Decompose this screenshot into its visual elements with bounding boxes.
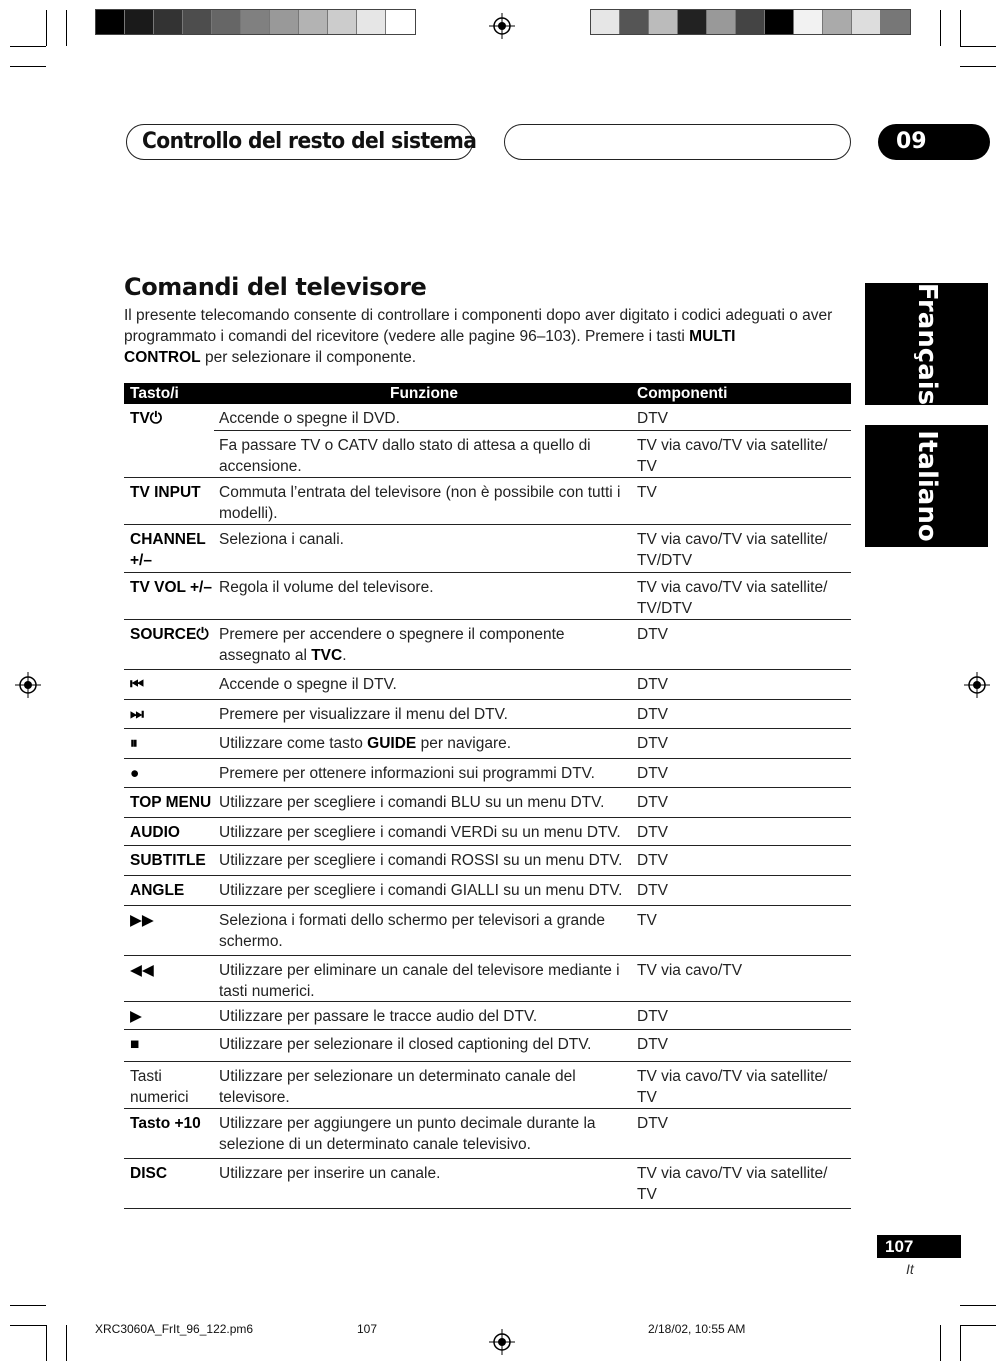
key-cell: TV INPUT bbox=[130, 484, 201, 501]
function-cell: Utilizzare per inserire un canale. bbox=[219, 1165, 441, 1182]
table-header bbox=[124, 383, 851, 404]
color-swatch bbox=[649, 10, 678, 34]
footer-page: 107 bbox=[357, 1322, 378, 1336]
intro-paragraph: Il presente telecomando consente di controllare i componenti dopo aver digitato i codici adeguati o aver programmato i comandi del ricevitore (vedere alle pagine 96–103). Premere i tasti MULTI CONTROL per selezionare il componente. bbox=[124, 307, 833, 366]
color-swatch bbox=[270, 10, 299, 34]
key-cell: ⏭ bbox=[130, 706, 144, 723]
function-cell: Utilizzare per scegliere i comandi BLU su un menu DTV. bbox=[219, 794, 605, 811]
language-tab-italian bbox=[865, 425, 988, 547]
table-row bbox=[124, 788, 851, 818]
components-cell: DTV bbox=[637, 852, 668, 869]
function-cell: Accende o spegne il DTV. bbox=[219, 676, 397, 693]
components-cell: TV via cavo/TV via satellite/ TV bbox=[637, 1068, 828, 1106]
registration-mark-icon bbox=[489, 1329, 515, 1355]
function-cell: Premere per ottenere informazioni sui programmi DTV. bbox=[219, 765, 595, 782]
color-swatch bbox=[736, 10, 765, 34]
function-cell: Premere per visualizzare il menu del DTV. bbox=[219, 706, 508, 723]
key-cell: AUDIO bbox=[130, 824, 180, 841]
footer-date: 2/18/02, 10:55 AM bbox=[648, 1322, 746, 1336]
footer-filename: XRC3060A_FrIt_96_122.pm6 bbox=[95, 1322, 254, 1336]
function-cell: Utilizzare per scegliere i comandi ROSSI su un menu DTV. bbox=[219, 852, 623, 869]
color-swatch bbox=[96, 10, 125, 34]
color-swatch bbox=[678, 10, 707, 34]
function-cell: Seleziona i formati dello schermo per televisori a grande schermo. bbox=[219, 912, 605, 950]
components-cell: DTV bbox=[637, 824, 668, 841]
key-cell: ▶ bbox=[130, 1008, 142, 1025]
color-swatch bbox=[852, 10, 881, 34]
table-row bbox=[124, 404, 851, 431]
table-row bbox=[124, 620, 851, 670]
color-swatch bbox=[823, 10, 852, 34]
key-cell: Tasto +10 bbox=[130, 1115, 201, 1132]
components-cell: DTV bbox=[637, 626, 668, 643]
components-cell: DTV bbox=[637, 765, 668, 782]
column-header-function: Funzione bbox=[390, 385, 459, 402]
color-swatch bbox=[183, 10, 212, 34]
key-cell: TV VOL +/– bbox=[130, 579, 212, 596]
key-cell: CHANNEL +/– bbox=[130, 531, 206, 569]
registration-mark-icon bbox=[964, 672, 990, 698]
key-cell: ● bbox=[130, 765, 140, 782]
table-row bbox=[124, 729, 851, 759]
function-cell: Seleziona i canali. bbox=[219, 531, 344, 548]
language-tab-label: Français bbox=[911, 282, 942, 406]
color-swatch bbox=[241, 10, 270, 34]
column-header-components: Componenti bbox=[637, 385, 728, 402]
registration-mark-icon bbox=[15, 672, 41, 698]
tv-commands-table bbox=[124, 383, 851, 1209]
table-body bbox=[124, 404, 851, 1209]
color-swatch bbox=[299, 10, 328, 34]
color-swatch bbox=[212, 10, 241, 34]
components-cell: DTV bbox=[637, 706, 668, 723]
key-cell: ◀◀ bbox=[130, 962, 154, 979]
column-header-key: Tasto/i bbox=[130, 385, 179, 402]
function-cell: Utilizzare per selezionare un determinato canale del televisore. bbox=[219, 1068, 576, 1106]
color-swatch bbox=[794, 10, 823, 34]
empty-header-pill bbox=[504, 124, 851, 160]
registration-mark-icon bbox=[489, 13, 515, 39]
components-cell: TV bbox=[637, 484, 657, 501]
key-cell: ANGLE bbox=[130, 882, 185, 899]
color-swatch bbox=[125, 10, 154, 34]
color-swatch bbox=[357, 10, 386, 34]
function-cell: Commuta l’entrata del televisore (non è possibile con tutti i modelli). bbox=[219, 484, 621, 522]
components-cell: TV via cavo/TV bbox=[637, 962, 743, 979]
table-row bbox=[124, 525, 851, 573]
table-row bbox=[124, 1002, 851, 1030]
function-cell: Utilizzare come tasto GUIDE per navigare. bbox=[219, 735, 512, 752]
function-cell: Regola il volume del televisore. bbox=[219, 579, 434, 596]
key-cell: TV⏻ bbox=[130, 410, 163, 427]
table-row bbox=[124, 1159, 851, 1209]
color-swatch bbox=[881, 10, 910, 34]
components-cell: DTV bbox=[637, 882, 668, 899]
function-cell: Accende o spegne il DVD. bbox=[219, 410, 400, 427]
table-row bbox=[124, 846, 851, 876]
color-swatch bbox=[591, 10, 620, 34]
components-cell: TV via cavo/TV via satellite/ TV bbox=[637, 1165, 828, 1203]
function-cell: Utilizzare per scegliere i comandi GIALLI su un menu DTV. bbox=[219, 882, 623, 899]
components-cell: DTV bbox=[637, 676, 668, 693]
color-swatch bbox=[620, 10, 649, 34]
color-calibration-bar-left bbox=[95, 9, 416, 35]
color-swatch bbox=[328, 10, 357, 34]
language-tab-french bbox=[865, 283, 988, 405]
chapter-number: 09 bbox=[878, 124, 990, 160]
section-title: Controllo del resto del sistema bbox=[142, 129, 477, 154]
table-row bbox=[124, 700, 851, 729]
key-cell: ■ bbox=[130, 1036, 140, 1053]
components-cell: DTV bbox=[637, 1115, 668, 1132]
color-swatch bbox=[154, 10, 183, 34]
function-cell: Utilizzare per scegliere i comandi VERDi su un menu DTV. bbox=[219, 824, 621, 841]
key-cell: ▶▶ bbox=[130, 912, 154, 929]
table-row bbox=[124, 906, 851, 956]
components-cell: DTV bbox=[637, 1008, 668, 1025]
key-cell: DISC bbox=[130, 1165, 168, 1182]
table-row bbox=[124, 759, 851, 788]
page-heading: Comandi del televisore bbox=[124, 273, 427, 301]
function-cell: Utilizzare per aggiungere un punto decimale durante la selezione di un determinato canale televisivo. bbox=[219, 1115, 596, 1153]
function-cell: Fa passare TV o CATV dallo stato di attesa a quello di accensione. bbox=[219, 437, 591, 475]
table-row bbox=[124, 1109, 851, 1159]
components-cell: TV via cavo/TV via satellite/ TV/DTV bbox=[637, 579, 828, 617]
function-cell: Utilizzare per passare le tracce audio del DTV. bbox=[219, 1008, 538, 1025]
table-row bbox=[124, 573, 851, 620]
key-cell: SUBTITLE bbox=[130, 852, 206, 869]
page-language-code: It bbox=[906, 1261, 914, 1277]
table-row bbox=[124, 1062, 851, 1109]
table-row bbox=[124, 876, 851, 906]
key-cell: ⏸ bbox=[130, 735, 138, 752]
function-cell: Utilizzare per selezionare il closed captioning del DTV. bbox=[219, 1036, 592, 1053]
color-swatch bbox=[707, 10, 736, 34]
key-cell: TOP MENU bbox=[130, 794, 212, 811]
language-tab-label: Italiano bbox=[911, 430, 942, 542]
components-cell: DTV bbox=[637, 410, 668, 427]
key-cell: ⏮ bbox=[130, 676, 144, 693]
table-row bbox=[124, 1030, 851, 1062]
components-cell: DTV bbox=[637, 794, 668, 811]
color-calibration-bar-right bbox=[590, 9, 911, 35]
table-row bbox=[124, 818, 851, 846]
components-cell: TV via cavo/TV via satellite/ TV/DTV bbox=[637, 531, 828, 569]
table-row bbox=[124, 478, 851, 525]
function-cell: Utilizzare per eliminare un canale del televisore mediante i tasti numerici. bbox=[219, 962, 620, 1000]
color-swatch bbox=[386, 10, 415, 34]
key-cell: SOURCE⏻ bbox=[130, 626, 209, 643]
table-row bbox=[124, 956, 851, 1002]
components-cell: DTV bbox=[637, 1036, 668, 1053]
table-row bbox=[124, 431, 851, 478]
page-number: 107 bbox=[877, 1235, 961, 1258]
key-cell: Tasti numerici bbox=[130, 1068, 189, 1106]
table-row bbox=[124, 670, 851, 700]
components-cell: TV bbox=[637, 912, 657, 929]
components-cell: TV via cavo/TV via satellite/ TV bbox=[637, 437, 828, 475]
components-cell: DTV bbox=[637, 735, 668, 752]
color-swatch bbox=[765, 10, 794, 34]
function-cell: Premere per accendere o spegnere il componente assegnato al TVC. bbox=[219, 626, 565, 664]
